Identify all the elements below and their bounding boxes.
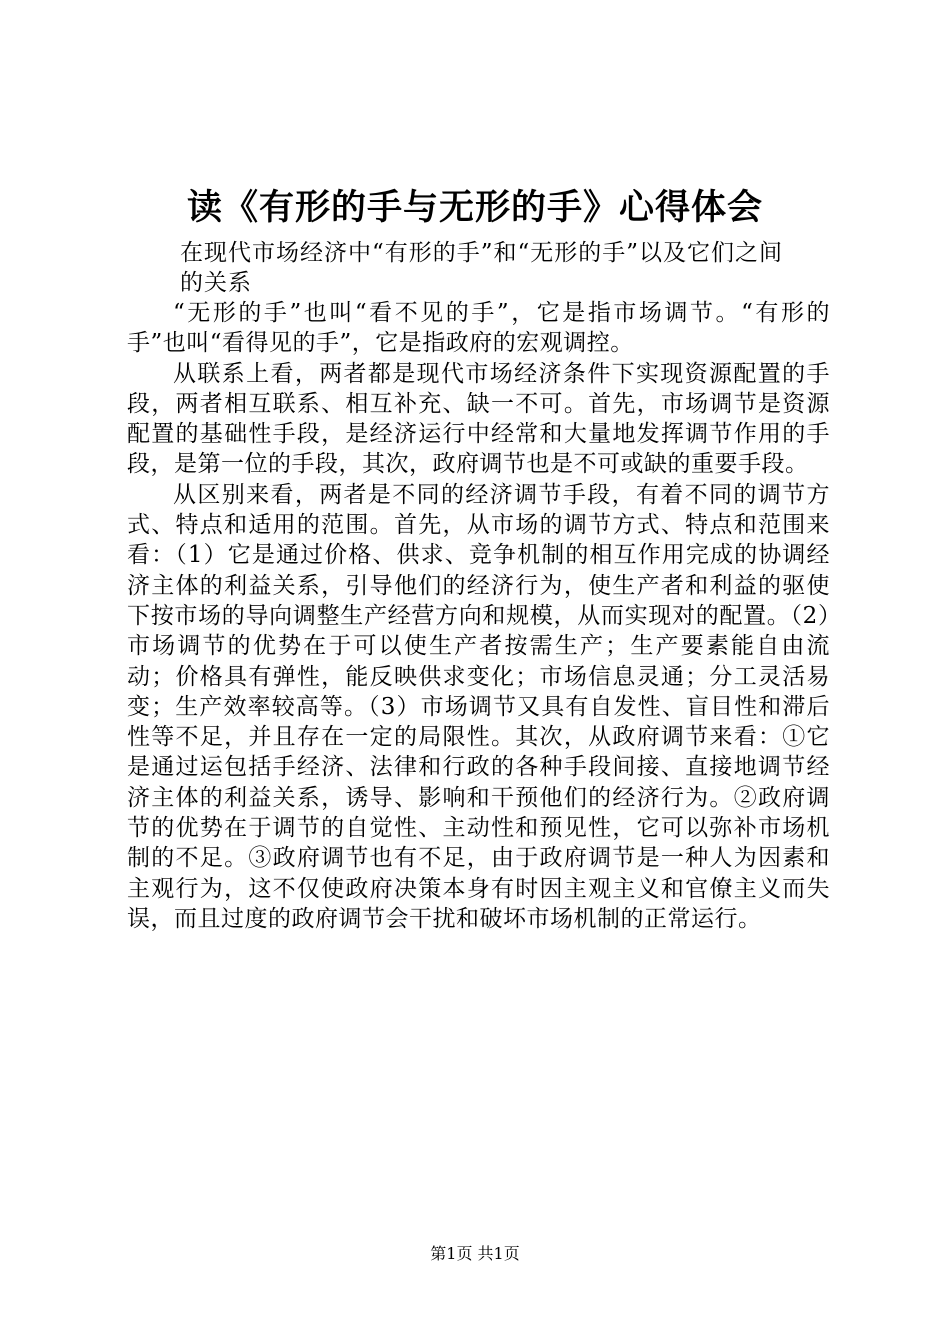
document-title: 读《有形的手与无形的手》心得体会 [186,187,763,228]
document-body [127,298,830,934]
document-subtitle: 在现代市场经济中“有形的手”和“无形的手”以及它们之间的关系 [180,240,784,296]
paragraph-definitions: “无形的手”也叫“看不见的手”，它是指市场调节。“有形的手”也叫“看得见的手”，它是指政府的宏观调控。 [127,300,830,357]
page-footer: 第1页 共1页 [430,1244,520,1263]
paragraph-differences: 从区别来看，两者是不同的经济调节手段，有着不同的调节方式、特点和适用的范围。首先，从市场的调节方式、特点和范围来看：（1）它是通过价格、供求、竞争机制的相互作用完成的协调经济主体的利益关系，引导他们的经济行为，使生产者和利益的驱使下按市场的导向调整生产经营方向和规模，从而实现对的配置。（2）市场调节的优势在于可以使生产者按需生产；生产要素能自由流动；价格具有弹性，能反映供求变化；市场信息灵通；分工灵活易变；生产效率较高等。（3）市场调节又具有自发性、盲目性和滞后性等不足，并且存在一定的局限性。其次，从政府调节来看：①它是通过运包括手经济、法律和行政的各种手段间接、直接地调节经济主体的利益关系，诱导、影响和干预他们的经济行为。②政府调节的优势在于调节的自觉性、主动性和预见性，它可以弥补市场机制的不足。③政府调节也有不足，由于政府调节是一种人为因素和主观行为，这不仅使政府决策本身有时因主观主义和官僚主义而失误，而且过度的政府调节会干扰和破坏市场机制的正常运行。 [127,481,830,932]
paragraph-connections: 从联系上看，两者都是现代市场经济条件下实现资源配置的手段，两者相互联系、相互补充、缺一不可。首先，市场调节是资源配置的基础性手段，是经济运行中经常和大量地发挥调节作用的手段，是第一位的手段，其次，政府调节也是不可或缺的重要手段。 [127,360,830,478]
